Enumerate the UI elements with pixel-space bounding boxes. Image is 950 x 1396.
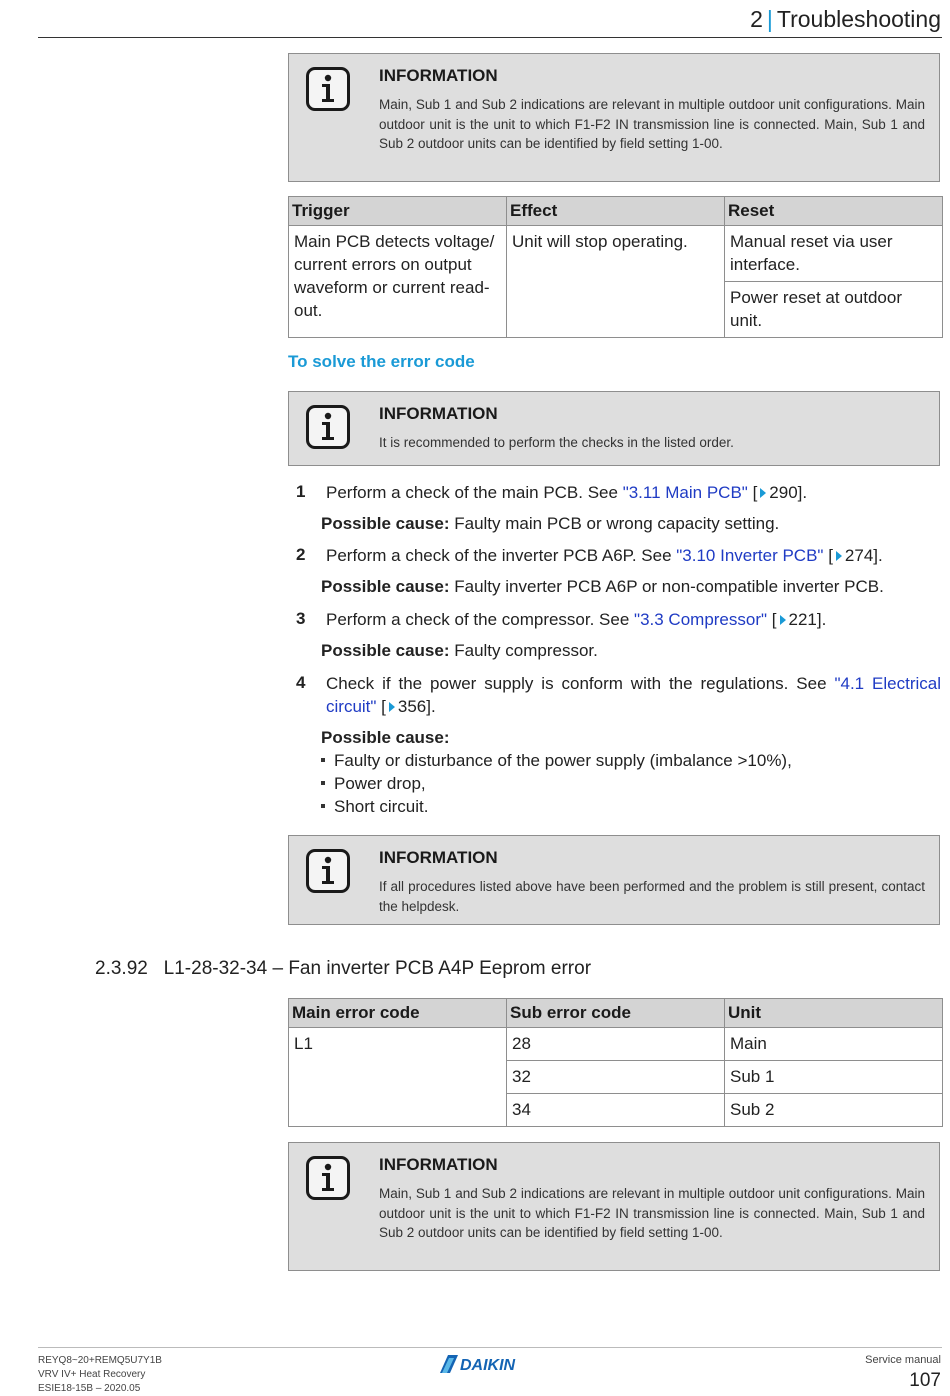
possible-cause: Possible cause: Faulty compressor.	[321, 641, 598, 660]
daikin-logo	[438, 1354, 542, 1374]
solve-heading: To solve the error code	[288, 352, 475, 371]
footer-rule	[38, 1347, 942, 1348]
step-number: 4	[296, 673, 306, 692]
column-header-main-code: Main error code	[289, 999, 507, 1028]
footer-doc-id: ESIE18-15B – 2020.05	[38, 1383, 141, 1394]
unit-cell: Sub 2	[725, 1094, 943, 1127]
info-box	[288, 1142, 940, 1271]
footer-manual-label: Service manual	[865, 1354, 941, 1366]
possible-cause: Possible cause: Faulty inverter PCB A6P or non-compatible inverter PCB.	[321, 577, 884, 596]
possible-cause: Possible cause: Faulty main PCB or wrong capacity setting.	[321, 514, 780, 533]
info-icon	[306, 67, 350, 111]
info-box	[288, 391, 940, 466]
trigger-cell: Main PCB detects voltage/ current errors on output waveform or current read-out.	[289, 226, 507, 338]
column-header-sub-code: Sub error code	[507, 999, 725, 1028]
step-number: 2	[296, 545, 306, 564]
page-arrow-icon	[760, 488, 766, 498]
info-icon	[306, 1156, 350, 1200]
column-header-reset: Reset	[725, 197, 943, 226]
step-text: Check if the power supply is conform with the regulations. See "4.1 Electrical circuit" [ 356].	[326, 674, 941, 716]
list-item: Faulty or disturbance of the power supply (imbalance >10%),	[321, 749, 792, 772]
section-heading: 2.3.92 L1-28-32-34 – Fan inverter PCB A4P Eeprom error	[95, 958, 592, 979]
step-number: 1	[296, 482, 306, 501]
page-arrow-icon	[780, 615, 786, 625]
column-header-unit: Unit	[725, 999, 943, 1028]
running-header	[750, 6, 941, 33]
info-icon	[306, 405, 350, 449]
main-code-cell: L1	[289, 1028, 507, 1127]
step-number: 3	[296, 609, 306, 628]
table-row	[289, 1028, 943, 1061]
bullet-icon	[321, 781, 325, 785]
info-box	[288, 835, 940, 925]
unit-cell: Main	[725, 1028, 943, 1061]
sub-code-cell: 28	[507, 1028, 725, 1061]
info-title: INFORMATION	[379, 848, 498, 867]
cross-reference-link[interactable]: "3.3 Compressor"	[634, 610, 768, 629]
footer-model: REYQ8~20+REMQ5U7Y1B	[38, 1355, 162, 1366]
svg-text:DAIKIN: DAIKIN	[460, 1357, 516, 1374]
reset-cell: Power reset at outdoor unit.	[725, 282, 943, 338]
header-separator: |	[766, 6, 773, 32]
list-item: Power drop,	[321, 772, 426, 795]
footer-product: VRV IV+ Heat Recovery	[38, 1369, 146, 1380]
trigger-effect-reset-table	[288, 196, 943, 338]
info-body: If all procedures listed above have been performed and the problem is still present, contact the helpdesk.	[379, 879, 925, 914]
possible-cause: Possible cause:	[321, 728, 450, 747]
info-body: Main, Sub 1 and Sub 2 indications are relevant in multiple outdoor unit configurations. Main outdoor unit is the unit to which F1-F2 IN transmission line is connected. Main, Sub 1 and Sub 2 outdoor units can be identified by field setting 1-00.	[379, 1186, 925, 1240]
page-number: 107	[909, 1370, 941, 1391]
cross-reference-link[interactable]: "3.11 Main PCB"	[622, 483, 748, 502]
column-header-trigger: Trigger	[289, 197, 507, 226]
chapter-title: Troubleshooting	[776, 6, 941, 32]
step-text: Perform a check of the inverter PCB A6P. See "3.10 Inverter PCB" [ 274].	[326, 546, 883, 565]
info-title: INFORMATION	[379, 404, 498, 423]
bullet-icon	[321, 804, 325, 808]
info-body: It is recommended to perform the checks in the listed order.	[379, 435, 734, 450]
page-arrow-icon	[836, 551, 842, 561]
chapter-number: 2	[750, 6, 763, 32]
page-arrow-icon	[389, 702, 395, 712]
sub-code-cell: 34	[507, 1094, 725, 1127]
info-body: Main, Sub 1 and Sub 2 indications are relevant in multiple outdoor unit configurations. Main outdoor unit is the unit to which F1-F2 IN transmission line is connected. Main, Sub 1 and Sub 2 outdoor units can be identified by field setting 1-00.	[379, 97, 925, 151]
cross-reference-link[interactable]: "3.10 Inverter PCB"	[676, 546, 824, 565]
cross-reference-link[interactable]: "4.1 Electrical circuit"	[326, 674, 941, 716]
info-box	[288, 53, 940, 182]
error-code-table	[288, 998, 943, 1127]
reset-cell: Manual reset via user interface.	[725, 226, 943, 282]
effect-cell: Unit will stop operating.	[507, 226, 725, 338]
info-icon	[306, 849, 350, 893]
info-title: INFORMATION	[379, 1155, 498, 1174]
bullet-icon	[321, 758, 325, 762]
footer-doc-info	[38, 1354, 162, 1396]
unit-cell: Sub 1	[725, 1061, 943, 1094]
step-text: Perform a check of the compressor. See "3.3 Compressor" [ 221].	[326, 610, 827, 629]
column-header-effect: Effect	[507, 197, 725, 226]
step-text: Perform a check of the main PCB. See "3.11 Main PCB" [ 290].	[326, 483, 808, 502]
list-item: Short circuit.	[321, 795, 428, 818]
header-rule	[38, 37, 942, 38]
info-title: INFORMATION	[379, 66, 498, 85]
sub-code-cell: 32	[507, 1061, 725, 1094]
